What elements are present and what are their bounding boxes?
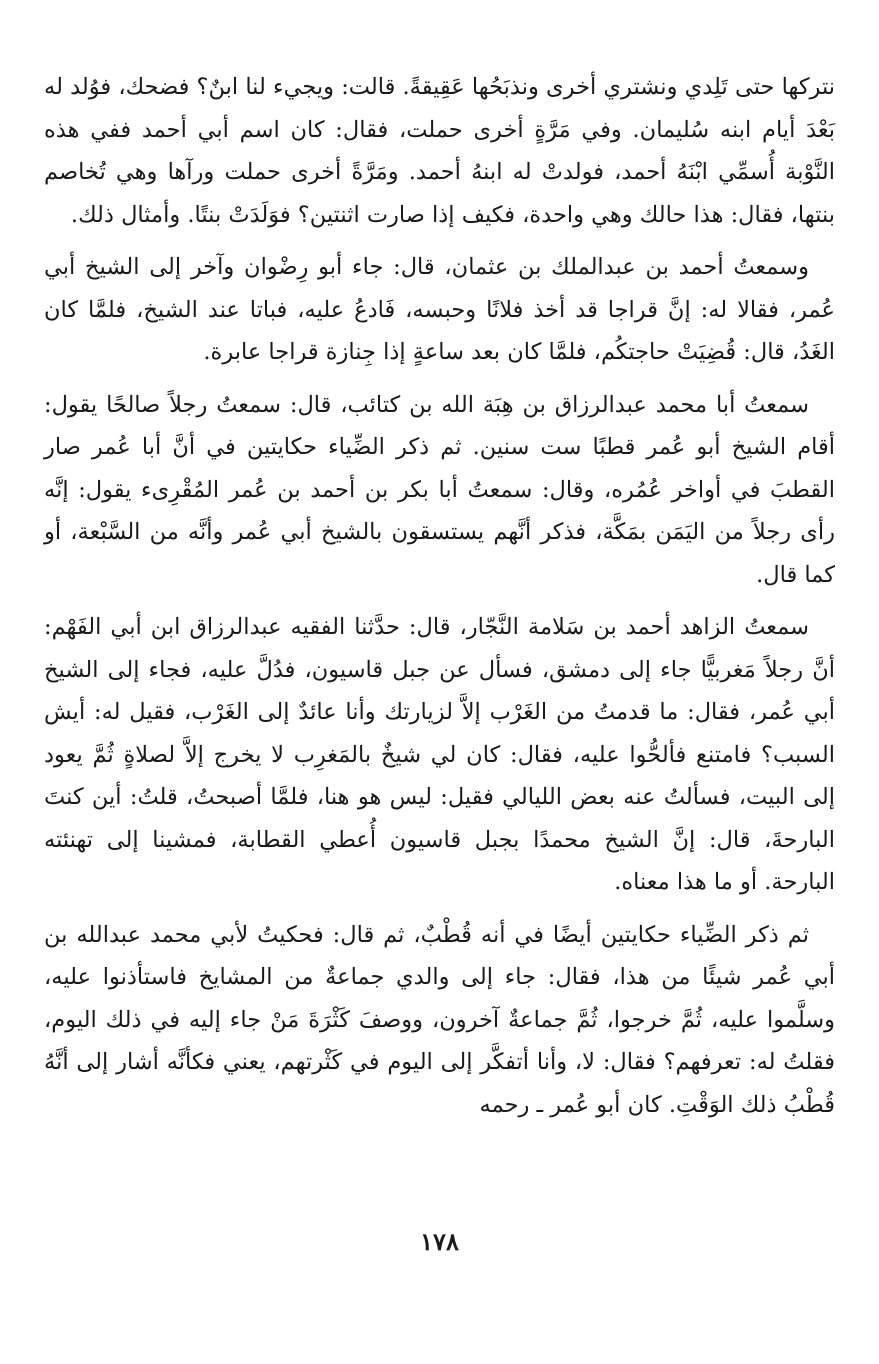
paragraph-1: نتركها حتى تَلِدي ونشتري أخرى ونذبَحُها عَقِيقةً. قالت: ويجيء لنا ابنٌ؟ فضحك، فوُلد له بَعْدَ أيام ابنه سُليمان. وفي مَرَّةٍ أخرى حملت، فقال: كان اسم أبي أحمد ففي هذه النَّوْبة أُسمِّي ابْنَهُ أحمد، فولدتْ له ابنهُ أحمد. ومَرَّةً أخرى حملت ورآها وهي تُخاصم بنتها، فقال: هذا حالك وهي واحدة، فكيف إذا صارت اثنتين؟ فوَلَدَتْ بنتًا. وأمثال ذلك.: [44, 74, 835, 228]
paragraph-4: سمعتُ الزاهد أحمد بن سَلامة النَّجّار، قال: حدَّثنا الفقيه عبدالرزاق ابن أبي الفَهْم: أنَّ رجلاً مَغربيًّا جاء إلى دمشق، فسأل عن جبل قاسيون، فدُلَّ عليه، فجاء إلى الشيخ أبي عُمر، فقال: ما قدمتُ من الغَرْب إلاَّ لزيارتك وأنا عائدٌ إلى الغَرْب، فقيل له: أيش السبب؟ فامتنع فألحُّوا عليه، فقال: كان لي شيخٌ بالمَغرِب لا يخرج إلاَّ لصلاةٍ ثُمَّ يعود إلى البيت، فسألتُ عنه بعض الليالي فقيل: ليس هو هنا، فلمَّا أصبحتُ، قلتُ: أين كنتَ البارحةَ، قال: إنَّ الشيخ محمدًا بجبل قاسيون أُعطي القطابة، فمشينا إلى تهنئته البارحة. أو ما هذا معناه.: [44, 614, 835, 895]
paragraph-2: وسمعتُ أحمد بن عبدالملك بن عثمان، قال: جاء أبو رِضْوان وآخر إلى الشيخ أبي عُمر، فقالا له: إنَّ قراجا قد أخذ فلانًا وحبسه، فَادعُ عليه، فباتا عند الشيخ، فلمَّا كان الغَدُ، قال: قُضِيَتْ حاجتكُم، فلمَّا كان بعد ساعةٍ إذا جِنازة قراجا عابرة.: [44, 254, 835, 365]
page-body: [44, 66, 835, 1136]
paragraph-5: ثم ذكر الضِّياء حكايتين أيضًا في أنه قُطْبٌ، ثم قال: فحكيتُ لأبي محمد عبدالله بن أبي عُمر شيئًا من هذا، فقال: جاء إلى والدي جماعةٌ من المشايخ فاستأذنوا عليه، وسلَّموا عليه، ثُمَّ خرجوا، ثُمَّ جماعةٌ آخرون، ووصفَ كَثْرَةَ مَنْ جاء إليه في ذلك اليوم، فقلتُ له: تعرفهم؟ فقال: لا، وأنا أتفكَّر إلى اليوم في كَثْرتهم، يعني فكأنَّه أشار إلى أنَّهُ قُطْبُ ذلك الوَقْتِ. كان أبو عُمر ـ رحمه: [44, 921, 835, 1118]
page-number: ١٧٨: [420, 1227, 459, 1256]
paragraph-3: سمعتُ أبا محمد عبدالرزاق بن هِبَة الله بن كتائب، قال: سمعتُ رجلاً صالحًا يقول: أقام الشيخ أبو عُمر قطبًا ست سنين. ثم ذكر الضِّياء حكايتين في أنَّ أبا عُمر صار القطبَ في أواخر عُمُره، وقال: سمعتُ أبا بكر بن أحمد بن عُمر المُقْرِىء يقول: إنَّه رأى رجلاً من اليَمَن بمَكَّة، فذكر أنَّهم يستسقون بالشيخ أبي عُمر وأنَّه من السَّبْعة، أو كما قال.: [44, 391, 835, 588]
